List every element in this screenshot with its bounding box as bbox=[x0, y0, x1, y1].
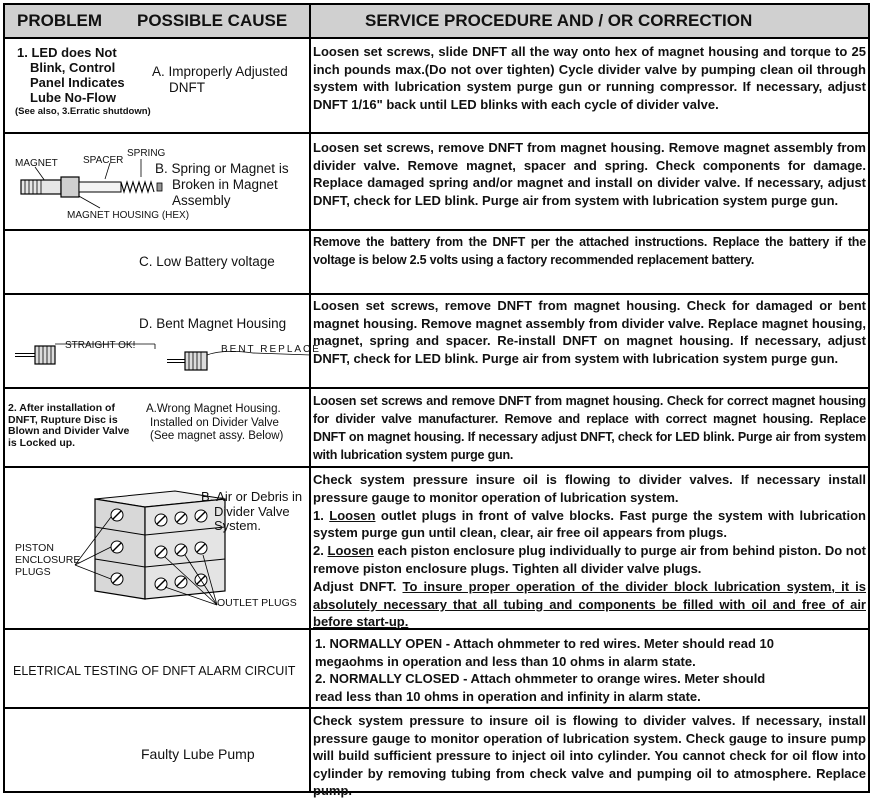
step-verb: Loosen bbox=[329, 507, 376, 523]
row-5-problem bbox=[8, 403, 143, 449]
row-8-service: Check system pressure to insure oil is flowing to divider valves. If necessary, install pressure gauge to monitor operation of lubrication system. Check gauge to insure pump will build sufficient pressure to inject oil into cylinder. You cannot check for oil flow into cylinder by removing tubing from check valve and pumping oil to atmosphere. Replace pump. bbox=[313, 713, 866, 798]
row-4-cause: D. Bent Magnet Housing bbox=[139, 316, 287, 331]
problem-line: Panel Indicates bbox=[30, 75, 125, 90]
housing-straight-diagram bbox=[9, 340, 159, 370]
row-7-problem: ELETRICAL TESTING OF DNFT ALARM CIRCUIT bbox=[13, 664, 296, 678]
label-piston-enclosure-plugs bbox=[15, 542, 80, 578]
row-8-problem: Faulty Lube Pump bbox=[141, 746, 255, 762]
problem-line: 2. After installation of bbox=[8, 402, 115, 414]
row-2-service: Loosen set screws, remove DNFT from magnet housing. Remove magnet assembly from divider valve. Remove magnet, spacer and spring. Check components for damage. Replace damaged spring and/or magnet and install on divider valve. If necessary, adjust DNFT, check for LED blink. Purge air from system with lubrication system purge gun. bbox=[313, 140, 866, 208]
cause-line: Installed on Divider Valve bbox=[150, 416, 279, 429]
service-line: megaohms in operation and less than 10 ohms in alarm state. bbox=[315, 653, 696, 669]
label-magnet-housing: MAGNET HOUSING (HEX) bbox=[67, 210, 190, 221]
row-4-service: Loosen set screws, remove DNFT from magnet housing. Check for damaged or bent magnet housing. Remove magnet assembly from divider valve. Replace magnet housing, magnet, spring and spacer. Re-install DNFT on magnet housing. If necessary, adjust DNFT, check for LED blink. Purge air from system with lubrication system purge gun. bbox=[313, 298, 866, 366]
label-spring: SPRING bbox=[127, 148, 166, 159]
row-divider bbox=[5, 293, 868, 295]
row-6-cause bbox=[201, 490, 309, 534]
piston-label-line: PISTON bbox=[15, 542, 54, 554]
row-divider bbox=[5, 229, 868, 231]
row-1-service: Loosen set screws, slide DNFT all the way onto hex of magnet housing and torque to 25 inch pounds max.(Do not over tighten) Cycle divider valve by pumping clean oil through system with lubrication system purge gun or running compressor. If necessary, adjust DNFT 1/16" back until LED blinks with each cycle of divider valve. bbox=[313, 44, 866, 112]
header-service-cell bbox=[311, 5, 868, 37]
label-spacer: SPACER bbox=[83, 155, 124, 166]
problem-line: Lube No-Flow bbox=[30, 90, 116, 105]
row-divider bbox=[5, 466, 868, 468]
service-line: read less than 10 ohms in operation and infinity in alarm state. bbox=[315, 688, 701, 704]
service-line: 1. NORMALLY OPEN - Attach ohmmeter to red wires. Meter should read 10 bbox=[315, 636, 774, 651]
label-straight-ok: STRAIGHT OK! bbox=[65, 340, 136, 351]
service-step-2 bbox=[313, 542, 866, 578]
problem-line: is Locked up. bbox=[8, 436, 76, 449]
cause-line: B. Air or Debris in bbox=[201, 489, 303, 504]
problem-note: (See also, 3.Erratic shutdown) bbox=[15, 106, 151, 117]
step-number: 1. bbox=[313, 507, 324, 523]
service-step-1 bbox=[313, 507, 866, 543]
cause-line: DNFT bbox=[169, 80, 205, 95]
column-divider bbox=[309, 5, 311, 791]
cause-line: System. bbox=[214, 518, 261, 533]
piston-label-line: ENCLOSURE bbox=[15, 554, 81, 566]
warning-text: To insure proper operation of the divider block lubrication system, it is absolutely necessary that all tubing and components be filled with oil and free of air before start-up. bbox=[313, 578, 866, 630]
magnet-assembly-diagram bbox=[15, 155, 165, 215]
cause-line: Divider Valve bbox=[214, 503, 290, 519]
label-magnet: MAGNET bbox=[15, 158, 58, 169]
row-3-service: Remove the battery from the DNFT per the attached instructions. Replace the battery if the voltage is below 2.5 volts using a factory recommended replacement battery. bbox=[313, 235, 866, 267]
header-problem: PROBLEM bbox=[17, 11, 102, 30]
problem-line: 1. LED does Not bbox=[17, 45, 117, 60]
cause-line: (See magnet assy. Below) bbox=[150, 430, 284, 442]
row-5-cause bbox=[146, 403, 308, 444]
problem-line: Blown and Divider Valve bbox=[8, 425, 130, 437]
problem-line: Blink, Control bbox=[30, 60, 116, 75]
row-divider bbox=[5, 132, 868, 134]
row-1-cause bbox=[152, 64, 308, 96]
step-text: outlet plugs in front of valve blocks. Fast purge the system with lubrication system purge gun until clean, clear, air free oil appears from plugs. bbox=[313, 507, 866, 541]
cause-line: B. Spring or Magnet is bbox=[155, 161, 289, 176]
label-bent-replace: BENT REPLACE bbox=[221, 344, 321, 355]
row-divider bbox=[5, 387, 868, 389]
row-6-service bbox=[313, 471, 866, 631]
cause-line: Broken in Magnet bbox=[172, 177, 278, 192]
service-intro: Check system pressure insure oil is flowing to divider valves. If necessary install pressure gauge to monitor operation of lubrication system. bbox=[313, 472, 866, 505]
step-number: 2. bbox=[313, 543, 324, 559]
row-divider bbox=[5, 37, 868, 39]
row-5-service: Loosen set screws and remove DNFT from magnet housing. Check for correct magnet housing for divider valve manufacturer. Remove and replace with correct magnet housing. Replace DNFT on magnet housing. If necessary adjust DNFT, check for LED blink. Purge air from system with lubrication system purge gun. bbox=[313, 394, 866, 462]
cause-line: Assembly bbox=[172, 193, 231, 208]
adjust-text: Adjust DNFT. bbox=[313, 578, 397, 594]
label-outlet-plugs: OUTLET PLUGS bbox=[217, 597, 297, 609]
service-line: 2. NORMALLY CLOSED - Attach ohmmeter to orange wires. Meter should bbox=[315, 671, 766, 686]
piston-label-line: PLUGS bbox=[15, 566, 51, 578]
row-3-cause: C. Low Battery voltage bbox=[139, 254, 275, 269]
service-warning-block bbox=[313, 578, 866, 631]
row-1-problem bbox=[17, 45, 157, 105]
troubleshooting-table bbox=[3, 3, 870, 798]
header-bar bbox=[5, 5, 309, 37]
row-7-service bbox=[315, 635, 868, 705]
header-service: SERVICE PROCEDURE AND / OR CORRECTION bbox=[365, 11, 753, 30]
housing-bent-diagram bbox=[163, 343, 313, 375]
problem-line: DNFT, Rupture Disc is bbox=[8, 413, 118, 426]
row-2-cause bbox=[155, 161, 309, 209]
step-text: each piston enclosure plug individually to purge air from behind piston. Do not remove piston enclosure plugs. Tighten all divider valve plugs. bbox=[313, 543, 867, 576]
cause-line: A. Improperly Adjusted bbox=[152, 64, 288, 79]
cause-line: A.Wrong Magnet Housing. bbox=[146, 403, 281, 415]
header-cause: POSSIBLE CAUSE bbox=[137, 11, 288, 30]
row-divider bbox=[5, 707, 868, 709]
step-verb: Loosen bbox=[327, 543, 374, 559]
